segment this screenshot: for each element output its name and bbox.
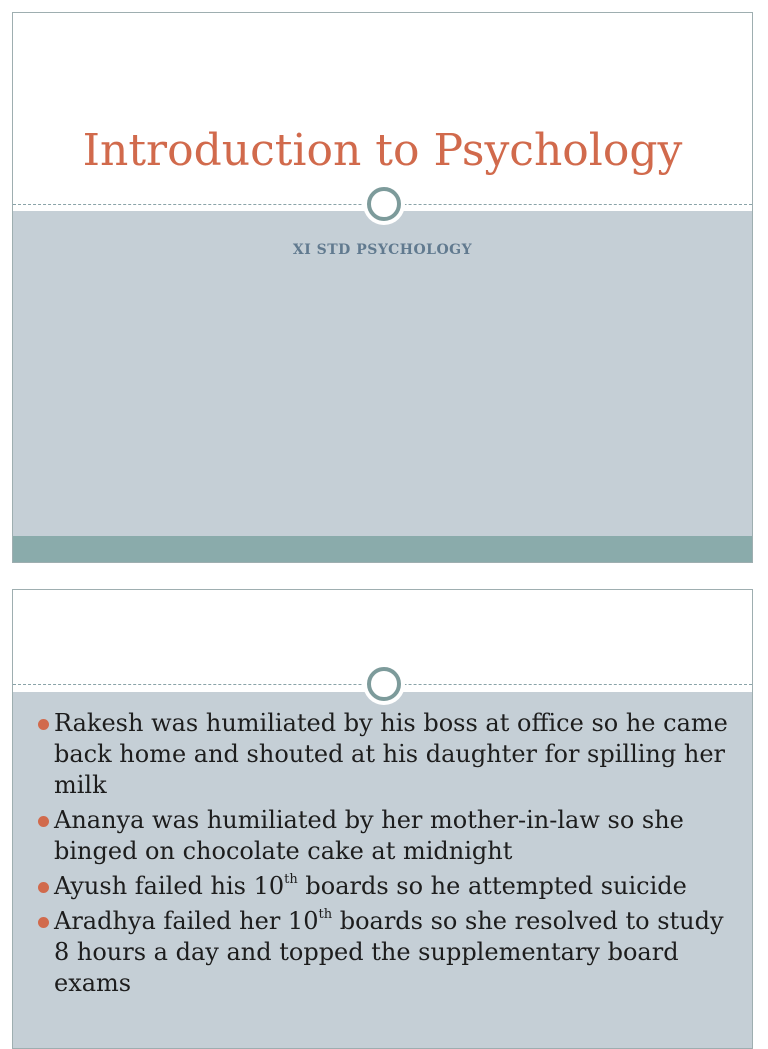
ordinal-suffix: th — [318, 907, 333, 922]
bullet-item — [13, 708, 752, 801]
content-slide — [12, 589, 753, 1049]
slide-footer-bar — [13, 536, 752, 562]
bullet-text-pre: Ayush failed his 10 — [54, 872, 285, 900]
bullet-item — [13, 871, 752, 902]
circle-ornament-icon — [367, 187, 401, 221]
bullet-text — [54, 907, 724, 997]
bullet-dot-icon — [38, 719, 49, 730]
bullet-item — [13, 906, 752, 999]
title-slide — [12, 12, 753, 563]
bullet-dot-icon — [38, 917, 49, 928]
slide-subtitle: XI STD PSYCHOLOGY — [292, 242, 473, 258]
bullet-text-post: boards so he attempted suicide — [297, 872, 687, 900]
bullet-dot-icon — [38, 882, 49, 893]
circle-ornament-icon — [367, 667, 401, 701]
bullet-dot-icon — [38, 816, 49, 827]
bullet-text: Rakesh was humiliated by his boss at office so he came back home and shouted at his daughter for spilling her milk — [54, 709, 728, 799]
bullet-item — [13, 805, 752, 867]
bullet-text-post: boards so she resolved to study 8 hours a day and topped the supplementary board exams — [54, 907, 724, 997]
slide-title: Introduction to Psychology — [82, 125, 683, 176]
bullet-text-pre: Aradhya failed her 10 — [54, 907, 319, 935]
bullet-text: Ananya was humiliated by her mother-in-law so she binged on chocolate cake at midnight — [54, 806, 684, 865]
bullet-text — [54, 872, 687, 900]
bullet-list — [13, 708, 752, 1003]
slide-header-area — [13, 13, 752, 211]
ordinal-suffix: th — [284, 872, 298, 887]
slide-content-area — [13, 211, 752, 537]
